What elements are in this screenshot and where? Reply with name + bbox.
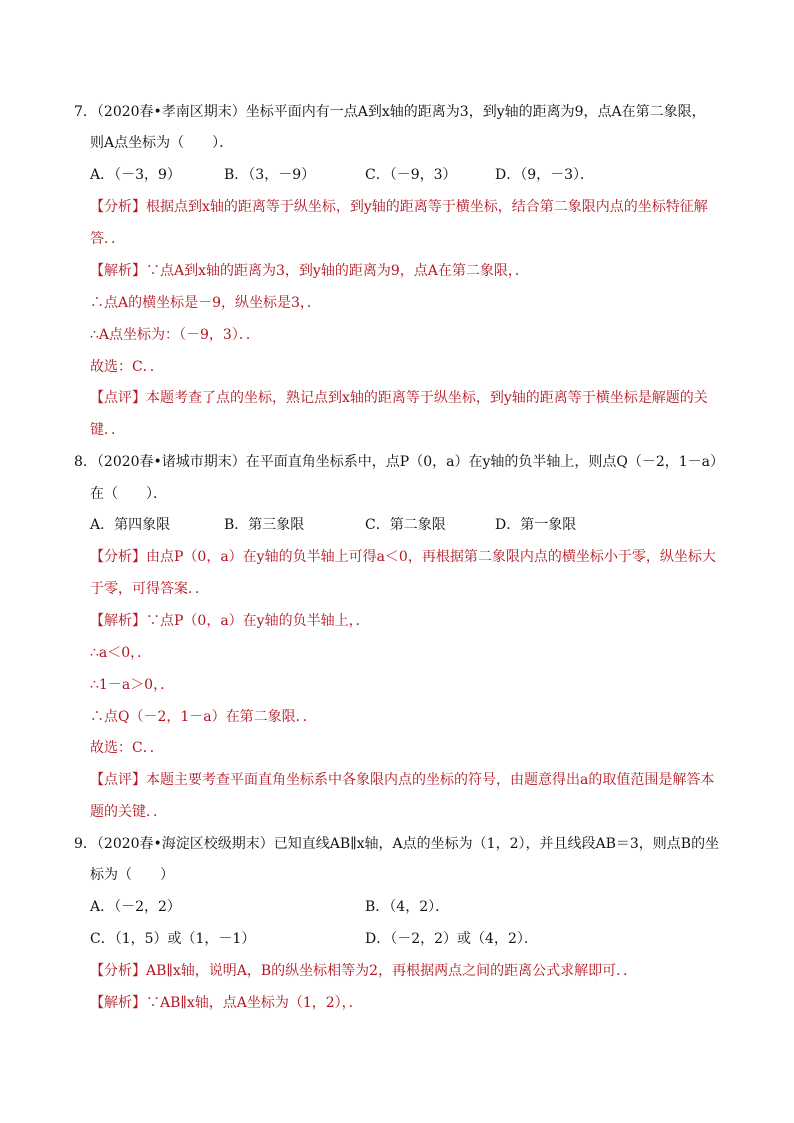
q8-analysis-line-1 (90, 546, 716, 568)
q8-options (90, 514, 730, 536)
q7-stem-line-2: 则A点坐标为（ ）． (90, 135, 234, 151)
q7-analysis-text: 根据点到x轴的距离等于纵坐标，到y轴的距离等于横坐标，结合第二象限内点的坐标特征解 (146, 199, 708, 215)
q7-solution-line-4: 故选：C．． (90, 359, 164, 375)
q8-comment-line-2: 题的关键．． (90, 804, 167, 820)
q8-option-d: D．第一象限 (495, 517, 577, 533)
analysis-tag: 【分析】 (90, 199, 146, 215)
q8-analysis-line-2: 于零，可得答案．． (90, 581, 209, 597)
q8-option-a: A．第四象限 (90, 517, 171, 533)
q8-stem-line-1: 8．（2020春•诸城市期末）在平面直角坐标系中，点P（0，a）在y轴的负半轴上，则点Q（－2，1－a） (74, 454, 725, 470)
q9-analysis-line-1 (90, 960, 637, 982)
q7-solution-text: ∵点A到x轴的距离为3，到y轴的距离为9，点A在第二象限，． (146, 263, 529, 279)
q9-stem-line-1: 9．（2020春•海淀区校级期末）已知直线AB∥x轴，A点的坐标为（1，2），并且线段AB＝3，则点B的坐 (74, 836, 720, 852)
analysis-tag: 【分析】 (90, 549, 146, 565)
q7-option-a: A．（－3，9） (90, 167, 181, 183)
q8-option-b: B．第三象限 (224, 517, 305, 533)
q7-solution-line-1 (90, 260, 529, 282)
q9-solution-line-1 (90, 992, 363, 1014)
q7-option-b: B．（3，－9） (224, 167, 316, 183)
q7-comment-line-1 (90, 387, 708, 409)
q8-solution-line-1 (90, 610, 370, 632)
q7-comment-line-2: 键．． (90, 422, 125, 438)
q9-solution-text: ∵AB∥x轴，点A坐标为（1，2），． (146, 995, 363, 1011)
comment-tag: 【点评】 (90, 390, 146, 406)
q9-option-d: D．（－2，2）或（4，2）． (365, 931, 538, 947)
q8-stem-line-2: 在（ ）． (90, 486, 167, 502)
q7-comment-text: 本题考查了点的坐标，熟记点到x轴的距离等于纵坐标，到y轴的距离等于横坐标是解题的关 (146, 390, 708, 406)
q9-stem-line-2: 标为（ ） (90, 867, 174, 883)
q8-solution-text: ∵点P（0，a）在y轴的负半轴上，． (146, 613, 370, 629)
q9-option-c: C．（1，5）或（1，－1） (90, 931, 256, 947)
solution-tag: 【解析】 (90, 613, 146, 629)
analysis-tag: 【分析】 (90, 963, 146, 979)
q7-solution-line-3: ∴A点坐标为：（－9，3）．． (90, 327, 260, 343)
q9-options-row-2 (90, 928, 730, 950)
q9-options-row-1 (90, 896, 730, 918)
q7-analysis-line-2: 答．． (90, 231, 125, 247)
q8-comment-text: 本题主要考查平面直角坐标系中各象限内点的坐标的符号，由题意得出a的取值范围是解答本 (146, 772, 715, 788)
q8-solution-line-3: ∴1－a＞0，． (90, 677, 175, 693)
solution-tag: 【解析】 (90, 995, 146, 1011)
q8-option-c: C．第二象限 (365, 517, 446, 533)
q7-analysis-line-1 (90, 196, 708, 218)
q8-analysis-text: 由点P（0，a）在y轴的负半轴上可得a＜0，再根据第二象限内点的横坐标小于零，纵坐标大 (146, 549, 716, 565)
comment-tag: 【点评】 (90, 772, 146, 788)
q8-comment-line-1 (90, 769, 714, 791)
q7-option-d: D．（9，－3）． (495, 167, 595, 183)
solution-tag: 【解析】 (90, 263, 146, 279)
q7-stem-line-1: 7．（2020春•孝南区期末）坐标平面内有一点A到x轴的距离为3，到y轴的距离为9，点A在第二象限， (74, 104, 706, 120)
q7-options (90, 164, 730, 186)
q8-solution-line-5: 故选：C．． (90, 740, 164, 756)
q7-option-c: C．（－9，3） (365, 167, 457, 183)
q8-solution-line-4: ∴点Q（－2，1－a）在第二象限．． (90, 709, 317, 725)
q8-solution-line-2: ∴a＜0，． (90, 645, 152, 661)
q9-option-b: B．（4，2）． (365, 899, 450, 915)
q9-option-a: A．（－2，2） (90, 899, 181, 915)
q7-solution-line-2: ∴点A的横坐标是－9，纵坐标是3，． (90, 295, 321, 311)
q9-analysis-text: AB∥x轴，说明A，B的纵坐标相等为2，再根据两点之间的距离公式求解即可．． (146, 963, 638, 979)
